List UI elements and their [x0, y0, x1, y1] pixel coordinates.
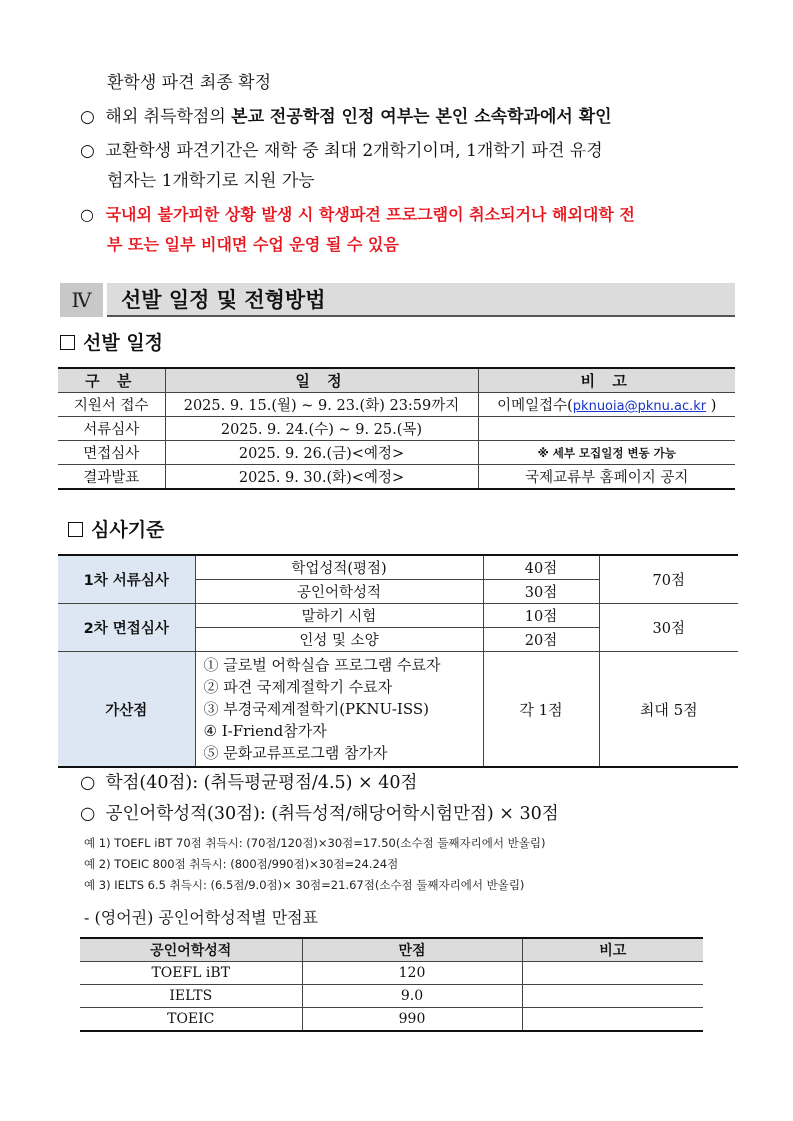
formula-language [80, 802, 559, 826]
schedule-note: 국제교류부 홈페이지 공지 [478, 465, 735, 490]
table-row [80, 985, 703, 1008]
example-ielts: 예 3) IELTS 6.5 취득시: (6.5점/9.0점)× 30점=21.67점(소수점 둘째자리에서 반올림) [84, 878, 525, 892]
checkbox-square-icon [60, 335, 75, 350]
schedule-heading-text: 선발 일정 [83, 332, 164, 354]
bonus-item: ④ I-Friend참가자 [203, 722, 327, 740]
bullet-text: 국내외 불가피한 상황 발생 시 학생파견 프로그램이 취소되거나 해외대학 전 [105, 205, 635, 224]
max-score-table [80, 937, 703, 1032]
stage2-total: 30점 [599, 604, 738, 652]
table-header-row [58, 368, 735, 393]
schedule-date: 2025. 9. 30.(화)<예정> [165, 465, 478, 490]
bullet-text-bold: 본교 전공학점 인정 여부는 본인 소속학과에서 확인 [231, 107, 612, 127]
bullet-exchange-period-cont: 험자는 1개학기로 지원 가능 [107, 171, 315, 191]
test-name: TOEIC [80, 1008, 302, 1032]
schedule-note [478, 417, 735, 441]
criteria-item: 공인어학성적 [195, 580, 483, 604]
criteria-item: 학업성적(평점) [195, 555, 483, 580]
header-cell: 구 분 [58, 368, 165, 393]
bullet-cancellation-warning [80, 204, 635, 226]
schedule-date: 2025. 9. 15.(월) ~ 9. 23.(화) 23:59까지 [165, 393, 478, 417]
bonus-total: 최대 5점 [599, 652, 738, 768]
header-cell: 일 정 [165, 368, 478, 393]
criteria-score: 30점 [483, 580, 599, 604]
criteria-heading [68, 518, 164, 542]
criteria-item: 인성 및 소양 [195, 628, 483, 652]
table-row [80, 962, 703, 985]
criteria-item: 말하기 시험 [195, 604, 483, 628]
bonus-item: ② 파견 국제계절학기 수료자 [203, 678, 393, 696]
table-row [58, 555, 738, 580]
bullet-symbol: ○ [80, 141, 95, 161]
formula-language-text: 공인어학성적(30점): (취득성적/해당어학시험만점) × 30점 [105, 804, 559, 824]
bullet-cancellation-warning-cont: 부 또는 일부 비대면 수업 운영 될 수 있음 [107, 235, 399, 254]
table-row [58, 393, 735, 417]
criteria-score: 20점 [483, 628, 599, 652]
schedule-note [478, 393, 735, 417]
formula-gpa [80, 771, 417, 795]
stage2-label: 2차 면접심사 [58, 604, 195, 652]
schedule-date: 2025. 9. 26.(금)<예정> [165, 441, 478, 465]
criteria-table [58, 554, 738, 768]
test-note [522, 985, 703, 1008]
table-row [80, 1008, 703, 1032]
bonus-list [195, 652, 483, 768]
bullet-symbol: ○ [80, 205, 94, 224]
table-row [58, 652, 738, 768]
bullet-credit-recognition [80, 106, 612, 128]
header-cell: 비고 [522, 938, 703, 962]
criteria-heading-text: 심사기준 [91, 519, 165, 541]
schedule-label: 지원서 접수 [58, 393, 165, 417]
header-cell: 공인어학성적 [80, 938, 302, 962]
section-number: Ⅳ [60, 283, 103, 317]
schedule-label: 서류심사 [58, 417, 165, 441]
stage1-label: 1차 서류심사 [58, 555, 195, 604]
schedule-note: ※ 세부 모집일정 변동 가능 [478, 441, 735, 465]
bonus-score: 각 1점 [483, 652, 599, 768]
criteria-score: 40점 [483, 555, 599, 580]
example-toeic: 예 2) TOEIC 800점 취득시: (800점/990점)×30점=24.24점 [84, 857, 399, 871]
bonus-label: 가산점 [58, 652, 195, 768]
bullet-exchange-period [80, 140, 603, 162]
bullet-symbol: ○ [80, 107, 95, 127]
test-max: 9.0 [302, 985, 522, 1008]
criteria-score: 10점 [483, 604, 599, 628]
test-max: 120 [302, 962, 522, 985]
schedule-heading [60, 331, 163, 355]
section-title: 선발 일정 및 전형방법 [107, 283, 735, 317]
bonus-item: ① 글로벌 어학실습 프로그램 수료자 [203, 656, 441, 674]
test-name: IELTS [80, 985, 302, 1008]
checkbox-square-icon [68, 522, 83, 537]
test-name: TOEFL iBT [80, 962, 302, 985]
bonus-item: ⑤ 문화교류프로그램 참가자 [203, 744, 388, 762]
schedule-label: 면접심사 [58, 441, 165, 465]
email-link[interactable]: pknuoia@pknu.ac.kr [572, 399, 707, 414]
table-row [58, 441, 735, 465]
schedule-date: 2025. 9. 24.(수) ~ 9. 25.(목) [165, 417, 478, 441]
table-row [58, 604, 738, 628]
bullet-symbol: ○ [80, 804, 96, 824]
test-max: 990 [302, 1008, 522, 1032]
intro-line-continued: 환학생 파견 최종 확정 [107, 73, 272, 93]
test-note [522, 1008, 703, 1032]
header-cell: 만점 [302, 938, 522, 962]
example-toefl: 예 1) TOEFL iBT 70점 취득시: (70점/120점)×30점=17.50(소수점 둘째자리에서 반올림) [84, 836, 546, 850]
formula-gpa-text: 학점(40점): (취득평균평점/4.5) × 40점 [105, 773, 418, 793]
test-note [522, 962, 703, 985]
bullet-text: 해외 취득학점의 [105, 107, 232, 127]
note-prefix: 이메일접수( [497, 398, 573, 414]
bullet-text: 교환학생 파견기간은 재학 중 최대 2개학기이며, 1개학기 파견 유경 [105, 141, 603, 161]
table-row [58, 417, 735, 441]
stage1-total: 70점 [599, 555, 738, 604]
table-header-row [80, 938, 703, 962]
max-score-heading: - (영어권) 공인어학성적별 만점표 [84, 908, 319, 927]
schedule-label: 결과발표 [58, 465, 165, 490]
header-cell: 비 고 [478, 368, 735, 393]
bullet-symbol: ○ [80, 773, 96, 793]
bonus-item: ③ 부경국제계절학기(PKNU-ISS) [203, 700, 429, 718]
schedule-table [58, 367, 735, 490]
table-row [58, 465, 735, 490]
note-suffix: ) [706, 398, 717, 414]
